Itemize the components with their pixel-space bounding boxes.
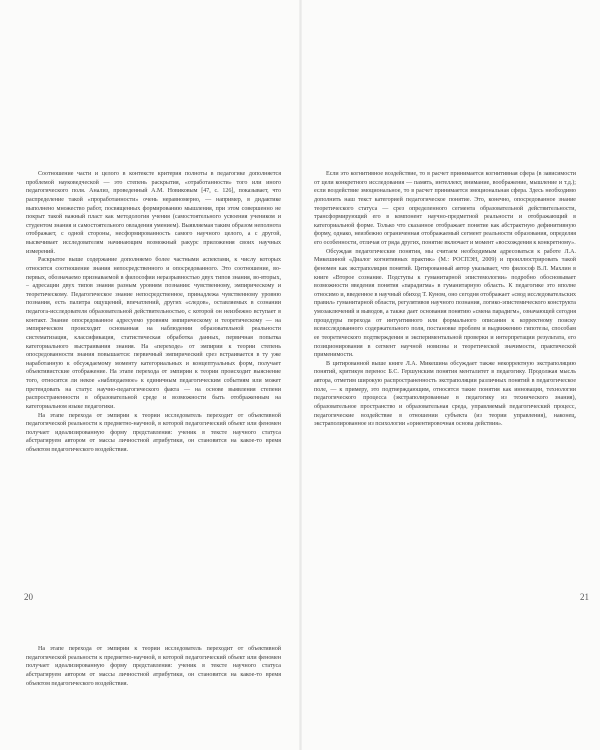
right-page-number: 21 xyxy=(580,592,589,602)
right-page xyxy=(302,0,600,750)
left-page-number: 20 xyxy=(24,592,33,602)
left-paragraph-2: Раскрытое выше содержание дополняемо более частными аспектами, к числу которых относится соотношение знания непосредственного и опосредованного. Это соотношение, во-первых, обозначаемо признаваемой в философии неразрывностью двух типов знания, во-вторых, – адресации двух типов знания разным уровням познания: чувственному, эмпирическому и теоретическому. Педагогическое знание непосредственное, принадлежа чувственному уровню познания, есть палитра ощущений, впечатлений, других «следов», оставляемых в сознании педагога-исследователя образовательной действительностью, с которой он неизбежно вступает в контакт. Знание опосредованное адресуемо уровням эмпирическому и теоретическому — на эмпирическом происходит основанная на наблюдении образовательной реальности систематизация, классификация, статистическая обработка данных, первичная попытка категориального выстраивания знания. На «переходе» от эмпирии к теории степень опосредованности знания повышается: первичный эмпирический срез встраивается в ту уже наработанную к обсуждаемому моменту категориальных и концептуальных форм, получает объективистские отображение. На этапе перехода от эмпирии к теории происходит выяснение того, относится ли некое «наблюдаемое» к единичным педагогическим событиям или может претендовать на статус научно-педагогического факта — на основе выявления степени распространенности в образовательной среде и возможности быть отображенным на категориальном языке педагогики. xyxy=(26,257,281,410)
left-bottom-paragraph: На этапе перехода от эмпирии к теории исследователь переходит от объективной педагогической реальности к предметно-научной, в которой педагогический объект или феномен получает идеализированную форму представления: ученик в тексте научного статуса абстрагируем автором от массы личностной атрибутики, он становится на какое-то время объектом педагогического воздействия. xyxy=(26,646,281,687)
left-page-lower xyxy=(0,0,299,750)
right-paragraph-3: В цитированной выше книге Л.А. Микешина обсуждает также некорректную экстраполяцию понятий, критикуя перенос Б.С. Гершунским понятия менталитет в педагогику. Продолжая мысль автора, отметим широкую распространенность экстраполяции различных понятий в педагогическое поле, — к примеру, это подтверждающим, относятся такие понятия как инновации, технологии педагогического процесса (экстраполированные в педагогику из технического знания), образовательное пространство и образовательная среда, управляемый педагогический процесс, педагогические воздействие в отношении субъекта (из теории управления), наконец, экстраполированное из психологии «ориентировочная основа действия». xyxy=(314,360,576,428)
left-paragraph-3: На этапе перехода от эмпирии к теории исследователь переходит от объективной педагогической реальности к предметно-научной, в которой педагогический объект или феномен получает идеализированную форму представления: ученик в тексте научного статуса абстрагируем автором от массы личностной атрибутики, он становится на какое-то время объектом педагогического воздействия. xyxy=(26,412,281,453)
left-page-text-bottom xyxy=(26,645,281,688)
right-paragraph-1: Если это когнитивное воздействие, то в расчет принимается когнитивная сфера (в зависимости от цели конкретного исследования — память, интеллект, внимание, воображение, мышление и т.д.); если воздействие эмоциональное, то в расчет принимается эмоциональная сфера. Здесь необходимо дополнить наш текст категорией педагогическое понятие. Это, конечно, опосредованное знание теоретического статуса — срез определенного сегмента образовательной действительности, трансформирующий его в компонент научно-предметной реальности и отображающий в категориальной форме. Только что сказанное отображает понятие как абстрактную дефинитивную форму, однако, неизбежно ограниченная отображаемый сегмент реальности образования, определяя его особенности, отличая от ряда других, понятие включает и момент «восхождения к конкретному». xyxy=(314,171,576,246)
left-paragraph-1: Соотношение части и целого в контексте критерия полноты в педагогике дополняется проблемой науковедческой — это степень раскрытия, «отработанности» того или иного педагогического поля. Анализ, проведенный А.М. Новиковым [47, с. 126], показывает, что распределение такой «проработанности» очень неравномерно, — например, в дидактике выполнено множество работ, посвященных формированию мышления, при этом совершенно не покрыт такой важный пласт как методология учения (самостоятельного усвоения учеником и студентом знания и самостоятельного овладения умением). Выявляемая таким образом неполнота отображает, с одной стороны, несформированность самого научного целого, а с другой, высвечивает исследователям начинающим возможный ракурс приложения своих научных измерений. xyxy=(26,171,281,255)
right-paragraph-2: Обсуждая педагогические понятия, мы считаем необходимым адресоваться к работе Л.А. Микешиной «Диалог когнитивных практик» (М.: РОСПЭН, 2009) и проиллюстрировать такой феномен как экстраполяция понятий. Цитированный автор указывает, что философ В.Л. Махлин в книге «Второе сознание. Подступы к гуманитарной эпистемологии» подробно обосновывает возможности введения понятия «парадигма» в гуманитарную область. К педагогике это вполне относимо и, введенное в научный обиход Т. Куном, оно сегодня отображает «свод исследовательских правил» гуманитарной области, регулятивов научного познания, логико-эпистемического конструкта умозаключений и выводов, а также дает основания понятию «смена парадигм», означающей сегодня процедуры перехода от интуитивного или формального описания к корректному поиску всеисследованного содержательного поля, постановке проблем и выдвижению гипотезы, способам ее теоретического подтверждения и экспериментальной проверки и интерпретации результата, его позиционирования в сегмент научной новизны и теоретической значимости, практической применимости. xyxy=(314,248,576,359)
right-page-text xyxy=(314,170,576,429)
